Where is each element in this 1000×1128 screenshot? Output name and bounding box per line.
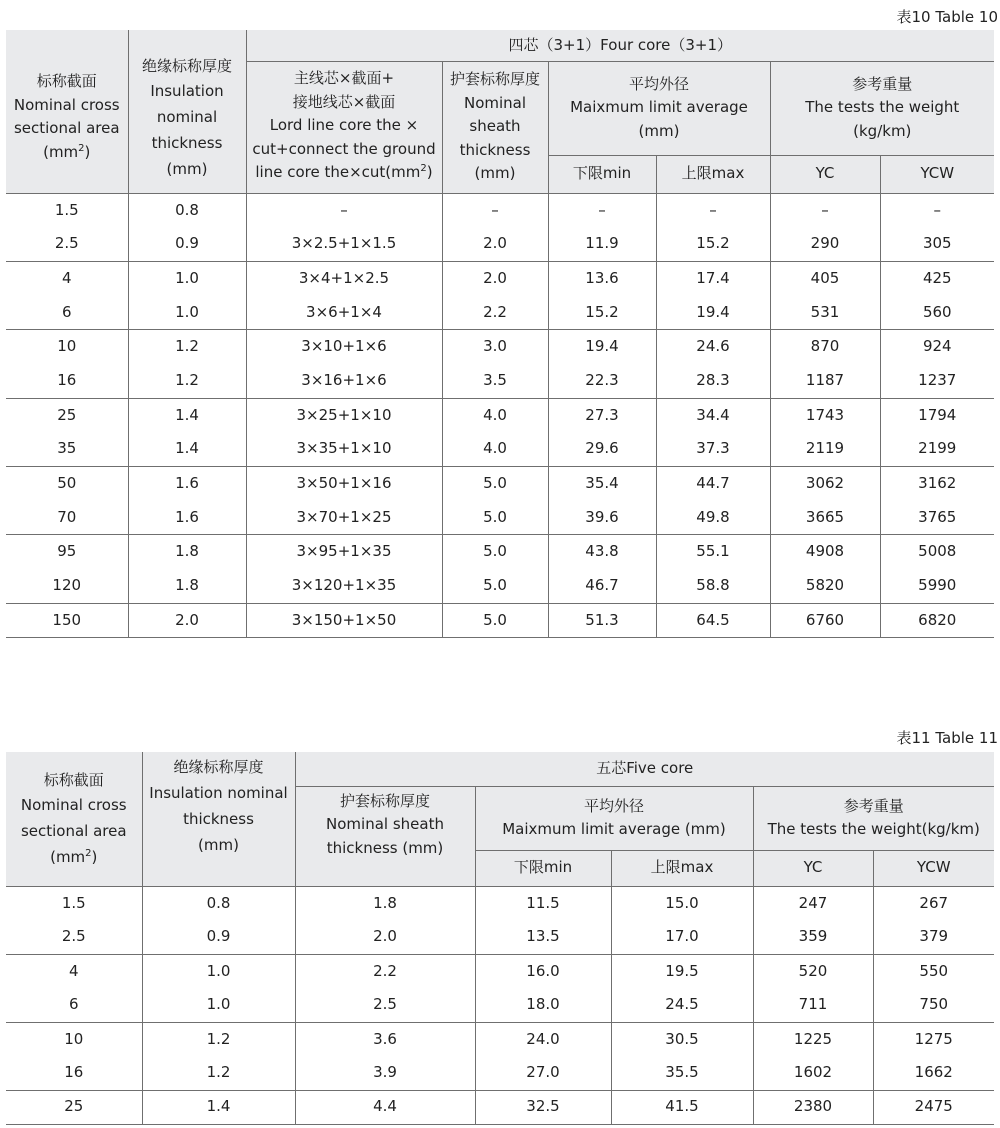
table-cell: 1.0	[142, 988, 295, 1022]
table-cell: 2.5	[61, 927, 86, 945]
table-cell: 28.3	[656, 364, 770, 398]
table-cell: 13.5	[475, 920, 611, 954]
table-cell: 550	[873, 954, 994, 988]
table-cell: 4908	[770, 535, 880, 569]
table-cell: –	[442, 193, 548, 227]
table-cell: 1187	[770, 364, 880, 398]
header-yc: YC	[753, 850, 873, 886]
table-cell: 25	[6, 1090, 142, 1124]
table10-label: 表10 Table 10	[896, 8, 998, 26]
table-cell: 3×120+1×35	[246, 569, 442, 603]
table-cell: 5.0	[442, 535, 548, 569]
table-cell: 95	[6, 535, 128, 569]
table-cell: –	[548, 193, 656, 227]
table-cell: 3×95+1×35	[246, 535, 442, 569]
table-cell: 3×70+1×25	[246, 501, 442, 535]
table-cell: 27.3	[548, 398, 656, 432]
table-cell: 6	[61, 302, 72, 321]
header-insulation-thickness: 绝缘标称厚度 Insulation nominal thickness (mm)	[128, 30, 246, 193]
table11	[6, 752, 994, 1125]
table-row	[6, 1090, 994, 1124]
header-nominal-area: 标称截面 Nominal cross sectional area $(mm^2)$	[6, 752, 142, 886]
table-cell: 2.2	[295, 954, 475, 988]
table-cell: 0.9	[142, 920, 295, 954]
table-row	[6, 1056, 994, 1090]
table-cell: 2.5	[295, 988, 475, 1022]
table-cell: 64.5	[656, 603, 770, 637]
table-cell: 1.0	[128, 261, 246, 295]
table-cell: 41.5	[611, 1090, 753, 1124]
table-cell: 5990	[880, 569, 994, 603]
header-min: 下限min	[548, 155, 656, 193]
table-cell: 11.5	[475, 886, 611, 920]
table-cell: 5.0	[442, 603, 548, 637]
table-cell: 3×25+1×10	[246, 398, 442, 432]
table-cell: 1.2	[142, 1022, 295, 1056]
table-row	[6, 193, 994, 227]
table-cell: 2.0	[442, 261, 548, 295]
table-cell: 2119	[770, 432, 880, 466]
table-cell: 1743	[770, 398, 880, 432]
header-min: 下限min	[475, 850, 611, 886]
table-cell: 2199	[880, 432, 994, 466]
table-cell: 924	[880, 330, 994, 364]
table-cell: 2.0	[295, 920, 475, 954]
table-cell: 0.8	[128, 193, 246, 227]
table-cell: 2475	[873, 1090, 994, 1124]
table-cell: 1.8	[295, 886, 475, 920]
table-cell: 1.4	[142, 1090, 295, 1124]
table11-label: 表11 Table 11	[896, 729, 998, 747]
table-cell: 1.4	[128, 398, 246, 432]
table-cell: 11.9	[548, 227, 656, 261]
table-cell: 3.5	[442, 364, 548, 398]
table-cell: 1225	[753, 1022, 873, 1056]
table-cell: 2.0	[442, 227, 548, 261]
table-cell: 3.6	[295, 1022, 475, 1056]
table-cell: 1.0	[142, 954, 295, 988]
table-cell: 22.3	[548, 364, 656, 398]
table-cell: –	[770, 193, 880, 227]
table-cell: 24.6	[656, 330, 770, 364]
table-cell: 870	[770, 330, 880, 364]
table-cell: 2.5	[54, 234, 79, 253]
table-cell: 17.0	[611, 920, 753, 954]
table-cell: 27.0	[475, 1056, 611, 1090]
table-cell: 6	[68, 995, 79, 1013]
table-cell: 25	[6, 398, 128, 432]
table-cell: 46.7	[548, 569, 656, 603]
table-row	[6, 398, 994, 432]
table-cell: 15.0	[611, 886, 753, 920]
table-cell: 10	[6, 1022, 142, 1056]
table-cell: 1.0	[128, 296, 246, 330]
table-row	[6, 569, 994, 603]
table-cell: 4.4	[295, 1090, 475, 1124]
table-cell: 6820	[880, 603, 994, 637]
table-row	[6, 227, 994, 261]
header-five-core-group: 五芯Five core	[295, 752, 994, 786]
table-cell: 4.0	[442, 398, 548, 432]
table-cell: 3×16+1×6	[246, 364, 442, 398]
header-max: 上限max	[611, 850, 753, 886]
table-cell: 10	[6, 330, 128, 364]
table10	[6, 30, 994, 638]
table-cell: 34.4	[656, 398, 770, 432]
table-cell: 58.8	[656, 569, 770, 603]
table-cell: 29.6	[548, 432, 656, 466]
table-cell: 4	[6, 954, 142, 988]
table-cell: 425	[880, 261, 994, 295]
table-row	[6, 1022, 994, 1056]
table-cell: 359	[753, 920, 873, 954]
table-cell: 750	[873, 988, 994, 1022]
table-cell: 531	[770, 296, 880, 330]
table-cell: 5.0	[442, 467, 548, 501]
table-cell: 1.2	[128, 364, 246, 398]
table-cell: 24.0	[475, 1022, 611, 1056]
table10-body	[6, 193, 994, 637]
table-cell: 5.0	[442, 569, 548, 603]
header-average-diameter: 平均外径 Maixmum limit average (mm)	[548, 61, 770, 155]
table-cell: 1.2	[128, 330, 246, 364]
header-reference-weight: 参考重量 The tests the weight (kg/km)	[770, 61, 994, 155]
table-cell: 3162	[880, 467, 994, 501]
table-cell: 16	[64, 1063, 84, 1081]
table-cell: 19.4	[656, 296, 770, 330]
header-core-section: 主线芯×截面+ 接地线芯×截面 Lord line core the × cut+connect the ground line core $the\times cut(mm^2)$	[246, 61, 442, 193]
header-reference-weight: 参考重量 The tests the weight(kg/km)	[753, 786, 994, 850]
table-cell: 1602	[753, 1056, 873, 1090]
table-cell: 51.3	[548, 603, 656, 637]
table-cell: 32.5	[475, 1090, 611, 1124]
table-cell: 120	[52, 576, 82, 595]
table-cell: 16	[57, 371, 77, 390]
table-row	[6, 954, 994, 988]
table-row	[6, 296, 994, 330]
header-max: 上限max	[656, 155, 770, 193]
table-cell: 1.8	[128, 535, 246, 569]
table-cell: 4	[6, 261, 128, 295]
table-cell: 1794	[880, 398, 994, 432]
header-nominal-area: 标称截面 Nominal cross sectional area $(mm^2)$	[6, 30, 128, 193]
table-cell: 1662	[873, 1056, 994, 1090]
table-cell: 560	[880, 296, 994, 330]
table-cell: 13.6	[548, 261, 656, 295]
table-cell: 5820	[770, 569, 880, 603]
table-cell: 520	[753, 954, 873, 988]
table-row	[6, 330, 994, 364]
header-insulation-thickness: 绝缘标称厚度 Insulation nominal thickness (mm)	[142, 752, 295, 886]
table-cell: 37.3	[656, 432, 770, 466]
table-cell: 247	[753, 886, 873, 920]
table-cell: 15.2	[548, 296, 656, 330]
table-cell: 3×35+1×10	[246, 432, 442, 466]
header-yc: YC	[770, 155, 880, 193]
table-cell: 43.8	[548, 535, 656, 569]
table-cell: 2.2	[442, 296, 548, 330]
table-cell: 1275	[873, 1022, 994, 1056]
table-row	[6, 603, 994, 637]
table-cell: 35.4	[548, 467, 656, 501]
header-ycw: YCW	[873, 850, 994, 886]
table-cell: 1.8	[128, 569, 246, 603]
header-average-diameter: 平均外径 Maixmum limit average (mm)	[475, 786, 753, 850]
table-cell: 15.2	[656, 227, 770, 261]
table-cell: 3.0	[442, 330, 548, 364]
header-sheath-thickness: 护套标称厚度 Nominal sheath thickness (mm)	[442, 61, 548, 193]
table-cell: 6760	[770, 603, 880, 637]
table-cell: 3×50+1×16	[246, 467, 442, 501]
table-cell: 1.5	[61, 893, 86, 912]
table-cell: 1.2	[142, 1056, 295, 1090]
table-cell: 3×4+1×2.5	[246, 261, 442, 295]
table-row	[6, 467, 994, 501]
table-cell: 3×6+1×4	[246, 296, 442, 330]
table11-body	[6, 886, 994, 1124]
table-cell: –	[880, 193, 994, 227]
table-row	[6, 261, 994, 295]
table-cell: 3765	[880, 501, 994, 535]
table-cell: 3×150+1×50	[246, 603, 442, 637]
table-cell: 19.5	[611, 954, 753, 988]
table-cell: 55.1	[656, 535, 770, 569]
table-cell: 2380	[753, 1090, 873, 1124]
table-cell: 19.4	[548, 330, 656, 364]
header-four-core-group: 四芯（3+1）Four core（3+1）	[246, 30, 994, 61]
table-row	[6, 364, 994, 398]
table-row	[6, 920, 994, 954]
table-cell: –	[656, 193, 770, 227]
table-cell: –	[246, 193, 442, 227]
table-cell: 3×10+1×6	[246, 330, 442, 364]
header-ycw: YCW	[880, 155, 994, 193]
table-cell: 0.8	[142, 886, 295, 920]
table-cell: 3665	[770, 501, 880, 535]
table-cell: 3062	[770, 467, 880, 501]
table-cell: 39.6	[548, 501, 656, 535]
table-cell: 49.8	[656, 501, 770, 535]
table-cell: 379	[873, 920, 994, 954]
table-cell: 150	[6, 603, 128, 637]
table-cell: 30.5	[611, 1022, 753, 1056]
table-cell: 1237	[880, 364, 994, 398]
table-cell: 44.7	[656, 467, 770, 501]
header-sheath-thickness: 护套标称厚度 Nominal sheath thickness (mm)	[295, 786, 475, 886]
table-cell: 1.4	[128, 432, 246, 466]
table-cell: 3×2.5+1×1.5	[246, 227, 442, 261]
table-row	[6, 501, 994, 535]
table-cell: 35	[57, 439, 77, 458]
table-cell: 0.9	[128, 227, 246, 261]
table-cell: 405	[770, 261, 880, 295]
table-cell: 5.0	[442, 501, 548, 535]
table-cell: 24.5	[611, 988, 753, 1022]
table-cell: 1.6	[128, 501, 246, 535]
table-row	[6, 535, 994, 569]
table-cell: 1.5	[54, 200, 79, 219]
table-cell: 267	[873, 886, 994, 920]
table-cell: 3.9	[295, 1056, 475, 1090]
table-cell: 2.0	[128, 603, 246, 637]
table-cell: 4.0	[442, 432, 548, 466]
table-cell: 17.4	[656, 261, 770, 295]
table-cell: 35.5	[611, 1056, 753, 1090]
table-cell: 50	[6, 467, 128, 501]
table-cell: 305	[880, 227, 994, 261]
table-cell: 70	[57, 507, 77, 526]
table-cell: 711	[753, 988, 873, 1022]
table-row	[6, 432, 994, 466]
table-row	[6, 988, 994, 1022]
table-cell: 16.0	[475, 954, 611, 988]
table-cell: 5008	[880, 535, 994, 569]
table-cell: 1.6	[128, 467, 246, 501]
table-row	[6, 886, 994, 920]
table-cell: 18.0	[475, 988, 611, 1022]
table-cell: 290	[770, 227, 880, 261]
